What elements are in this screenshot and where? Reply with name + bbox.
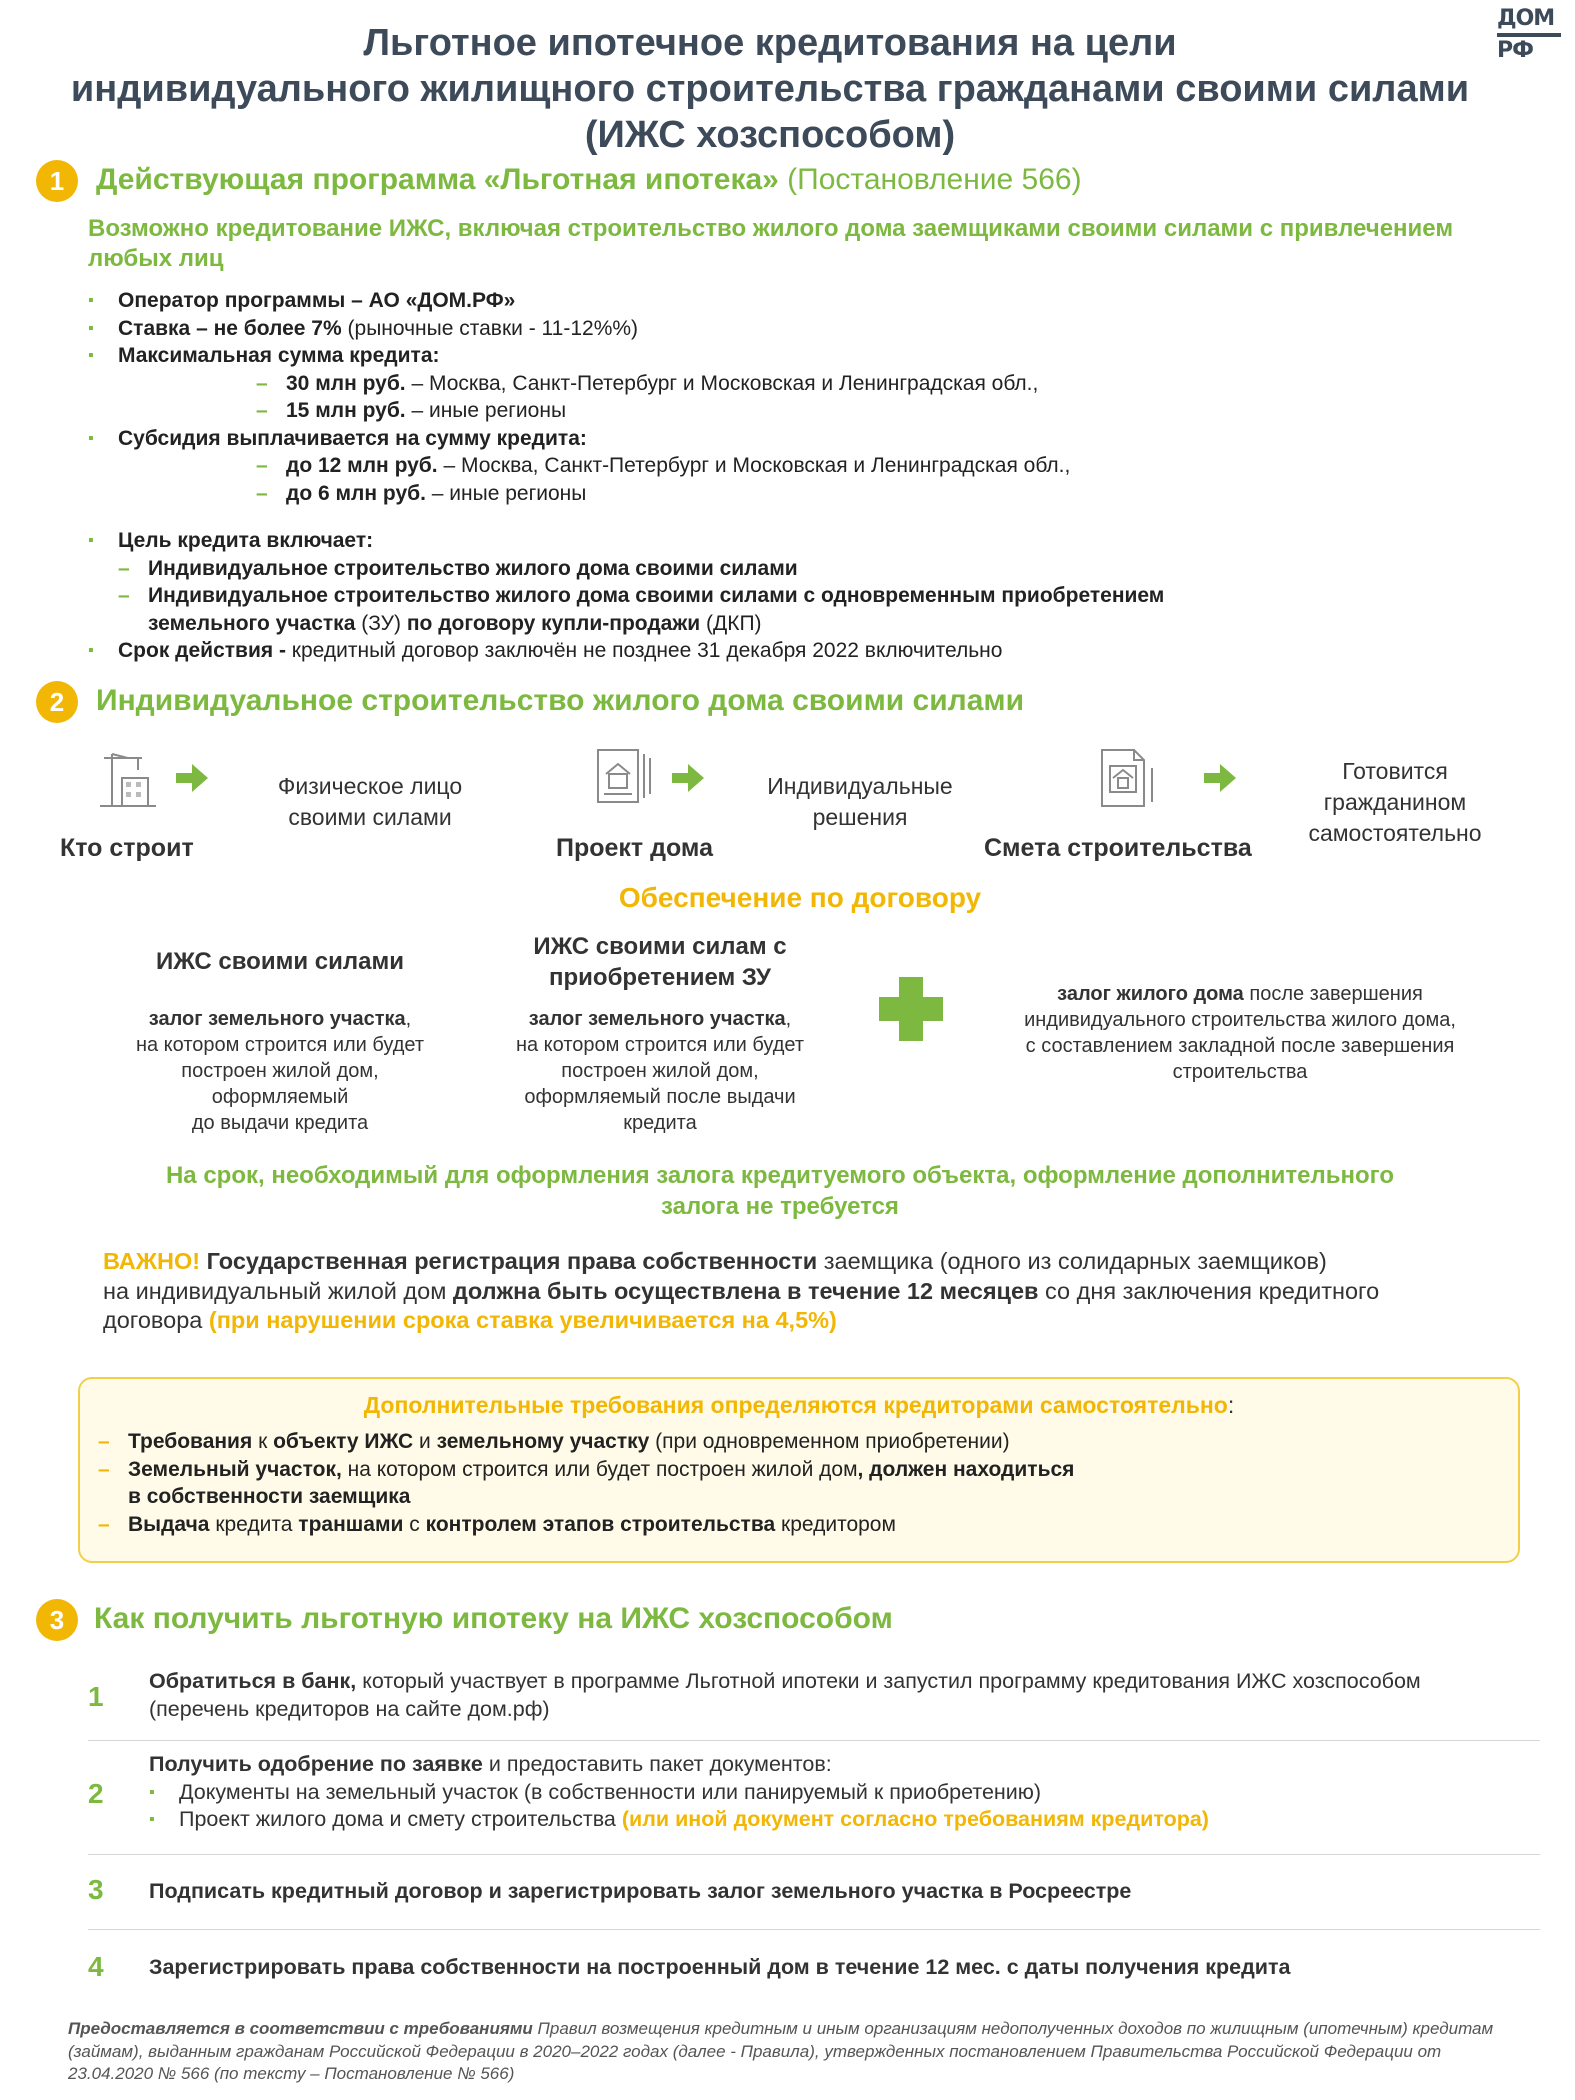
list-item: ▪ Оператор программы – АО «ДОМ.РФ» bbox=[88, 289, 516, 312]
list-item: – Земельный участок, на котором строится или будет построен жилой дом, должен находиться bbox=[98, 1457, 1075, 1481]
list-item: ▪ Ставка – не более 7% (рыночные ставки - 11-12%%) bbox=[88, 316, 639, 340]
project-value: Индивидуальные решения bbox=[767, 773, 953, 830]
crane-building-icon bbox=[98, 748, 158, 808]
list-item: – до 6 млн руб. – иные регионы bbox=[256, 481, 587, 505]
footer-note: Предоставляется в соответствии с требованиями Правил возмещения кредитным и иным организациям недополученных доходов по жилищным (ипотечным) кредитам (займам), выданным гражданам Российской Федерации в 2020–2022 годах (далее - Правила), утвержденных постановлением Правительства Российской Федерации от 23.04.2020 № 566 (по тексту – Постановление № 566) bbox=[68, 2019, 1494, 2083]
page-title: Льготное ипотечное кредитования на цели индивидуального жилищного строительства гражданами своими силами (ИЖС хозспособом) bbox=[70, 22, 1470, 156]
no-additional-collateral-note: На срок, необходимый для оформления залога кредитуемого объекта, оформление дополнительного залога не требуется bbox=[165, 1162, 1395, 1220]
estimate-value: Готовится гражданином самостоятельно bbox=[1308, 758, 1482, 846]
additional-requirements-title: Дополнительные требования определяются кредиторами самостоятельно: bbox=[363, 1392, 1235, 1418]
list-item: – Выдача кредита траншами с контролем этапов строительства кредитором bbox=[98, 1512, 896, 1536]
estimate-document-icon bbox=[1098, 748, 1158, 808]
arrow-right-icon bbox=[1204, 764, 1236, 792]
step-row: 3 Подписать кредитный договор и зарегистрировать залог земельного участка в Росреестре bbox=[88, 1854, 1540, 1930]
list-item: земельного участка (ЗУ) по договору купли-продажи (ДКП) bbox=[148, 611, 762, 635]
who-builds-value: Физическое лицо своими силами bbox=[277, 773, 463, 830]
arrow-right-icon bbox=[176, 764, 208, 792]
domrf-logo: ДОМ РФ bbox=[1497, 8, 1561, 68]
section-number-badge: 3 bbox=[36, 1599, 78, 1641]
list-item: ▪ Срок действия - кредитный договор заключён не позднее 31 декабря 2022 включительно bbox=[88, 639, 1003, 662]
security-title: Обеспечение по договору bbox=[618, 882, 982, 913]
list-item: ▪ Максимальная сумма кредита: bbox=[88, 344, 440, 367]
section-title: Действующая программа «Льготная ипотека» (Постановление 566) bbox=[96, 163, 1082, 196]
col1-text: залог земельного участка, на котором строится или будет построен жилой дом, оформляемый до выдачи кредита bbox=[135, 1008, 425, 1134]
project-label: Проект дома bbox=[556, 834, 713, 862]
col2-heading: ИЖС своими силам с приобретением ЗУ bbox=[533, 933, 787, 991]
section-title: Как получить льготную ипотеку на ИЖС хозспособом bbox=[94, 1602, 893, 1635]
step-row: 1 Обратиться в банк, который участвует в программе Льготной ипотеки и запустил программу кредитования ИЖС хозспособом (перечень кредиторов на сайте дом.рф) bbox=[88, 1658, 1540, 1741]
col1-heading: ИЖС своими силами bbox=[156, 948, 404, 975]
col2-text: залог земельного участка, на котором строится или будет построен жилой дом, оформляемый после выдачи кредита bbox=[515, 1008, 805, 1134]
requirements-list bbox=[98, 1428, 1488, 1538]
program-conditions-list bbox=[88, 287, 1418, 665]
section-title: Индивидуальное строительство жилого дома своими силами bbox=[96, 684, 1025, 717]
list-item: – 30 млн руб. – Москва, Санкт-Петербург и Московская и Ленинградская обл., bbox=[256, 371, 1039, 395]
col3-text: залог жилого дома после завершения индивидуального строительства жилого дома, с составлением закладной после завершения строительства bbox=[1024, 983, 1456, 1083]
who-builds-label: Кто строит bbox=[60, 834, 194, 862]
step-row: 2 Получить одобрение по заявке и предоставить пакет документов: ▪ Документы на земельный участок (в собственности или панируемый к приобретению) ▪ Проект жилого дома и смету строительства (или иной документ согласно требованиям кредитора) bbox=[88, 1740, 1540, 1855]
estimate-label: Смета строительства bbox=[984, 834, 1252, 862]
list-item: – Индивидуальное строительство жилого дома своими силами bbox=[118, 556, 798, 580]
section-number-badge: 1 bbox=[36, 160, 78, 202]
step-row: 4 Зарегистрировать права собственности на построенный дом в течение 12 мес. с даты получения кредита bbox=[88, 1951, 1291, 1982]
house-blueprint-icon bbox=[594, 748, 654, 808]
section-lead: Возможно кредитование ИЖС, включая строительство жилого дома заемщиками своими силами с привлечением любых лиц bbox=[88, 215, 1454, 272]
list-item: в собственности заемщика bbox=[128, 1485, 411, 1508]
arrow-right-icon bbox=[672, 764, 704, 792]
list-item: – 15 млн руб. – иные регионы bbox=[256, 399, 567, 422]
list-item: – Требования к объекту ИЖС и земельному участку (при одновременном приобретении) bbox=[98, 1430, 1010, 1453]
list-item: – до 12 млн руб. – Москва, Санкт-Петербург и Московская и Ленинградская обл., bbox=[256, 454, 1071, 477]
list-item: ▪ Субсидия выплачивается на сумму кредита: bbox=[88, 426, 587, 450]
section-number-badge: 2 bbox=[36, 681, 78, 723]
list-item: – Индивидуальное строительство жилого дома своими силами с одновременным приобретением bbox=[118, 584, 1165, 607]
plus-icon bbox=[879, 997, 943, 1021]
list-item: ▪ Цель кредита включает: bbox=[88, 529, 374, 552]
important-note: ВАЖНО! Государственная регистрация права собственности заемщика (одного из солидарных заемщиков) на индивидуальный жилой дом должна быть осуществлена в течение 12 месяцев со дня заключения кредитного договора (при нарушении срока ставка увеличивается на 4,5%) bbox=[103, 1248, 1380, 1333]
